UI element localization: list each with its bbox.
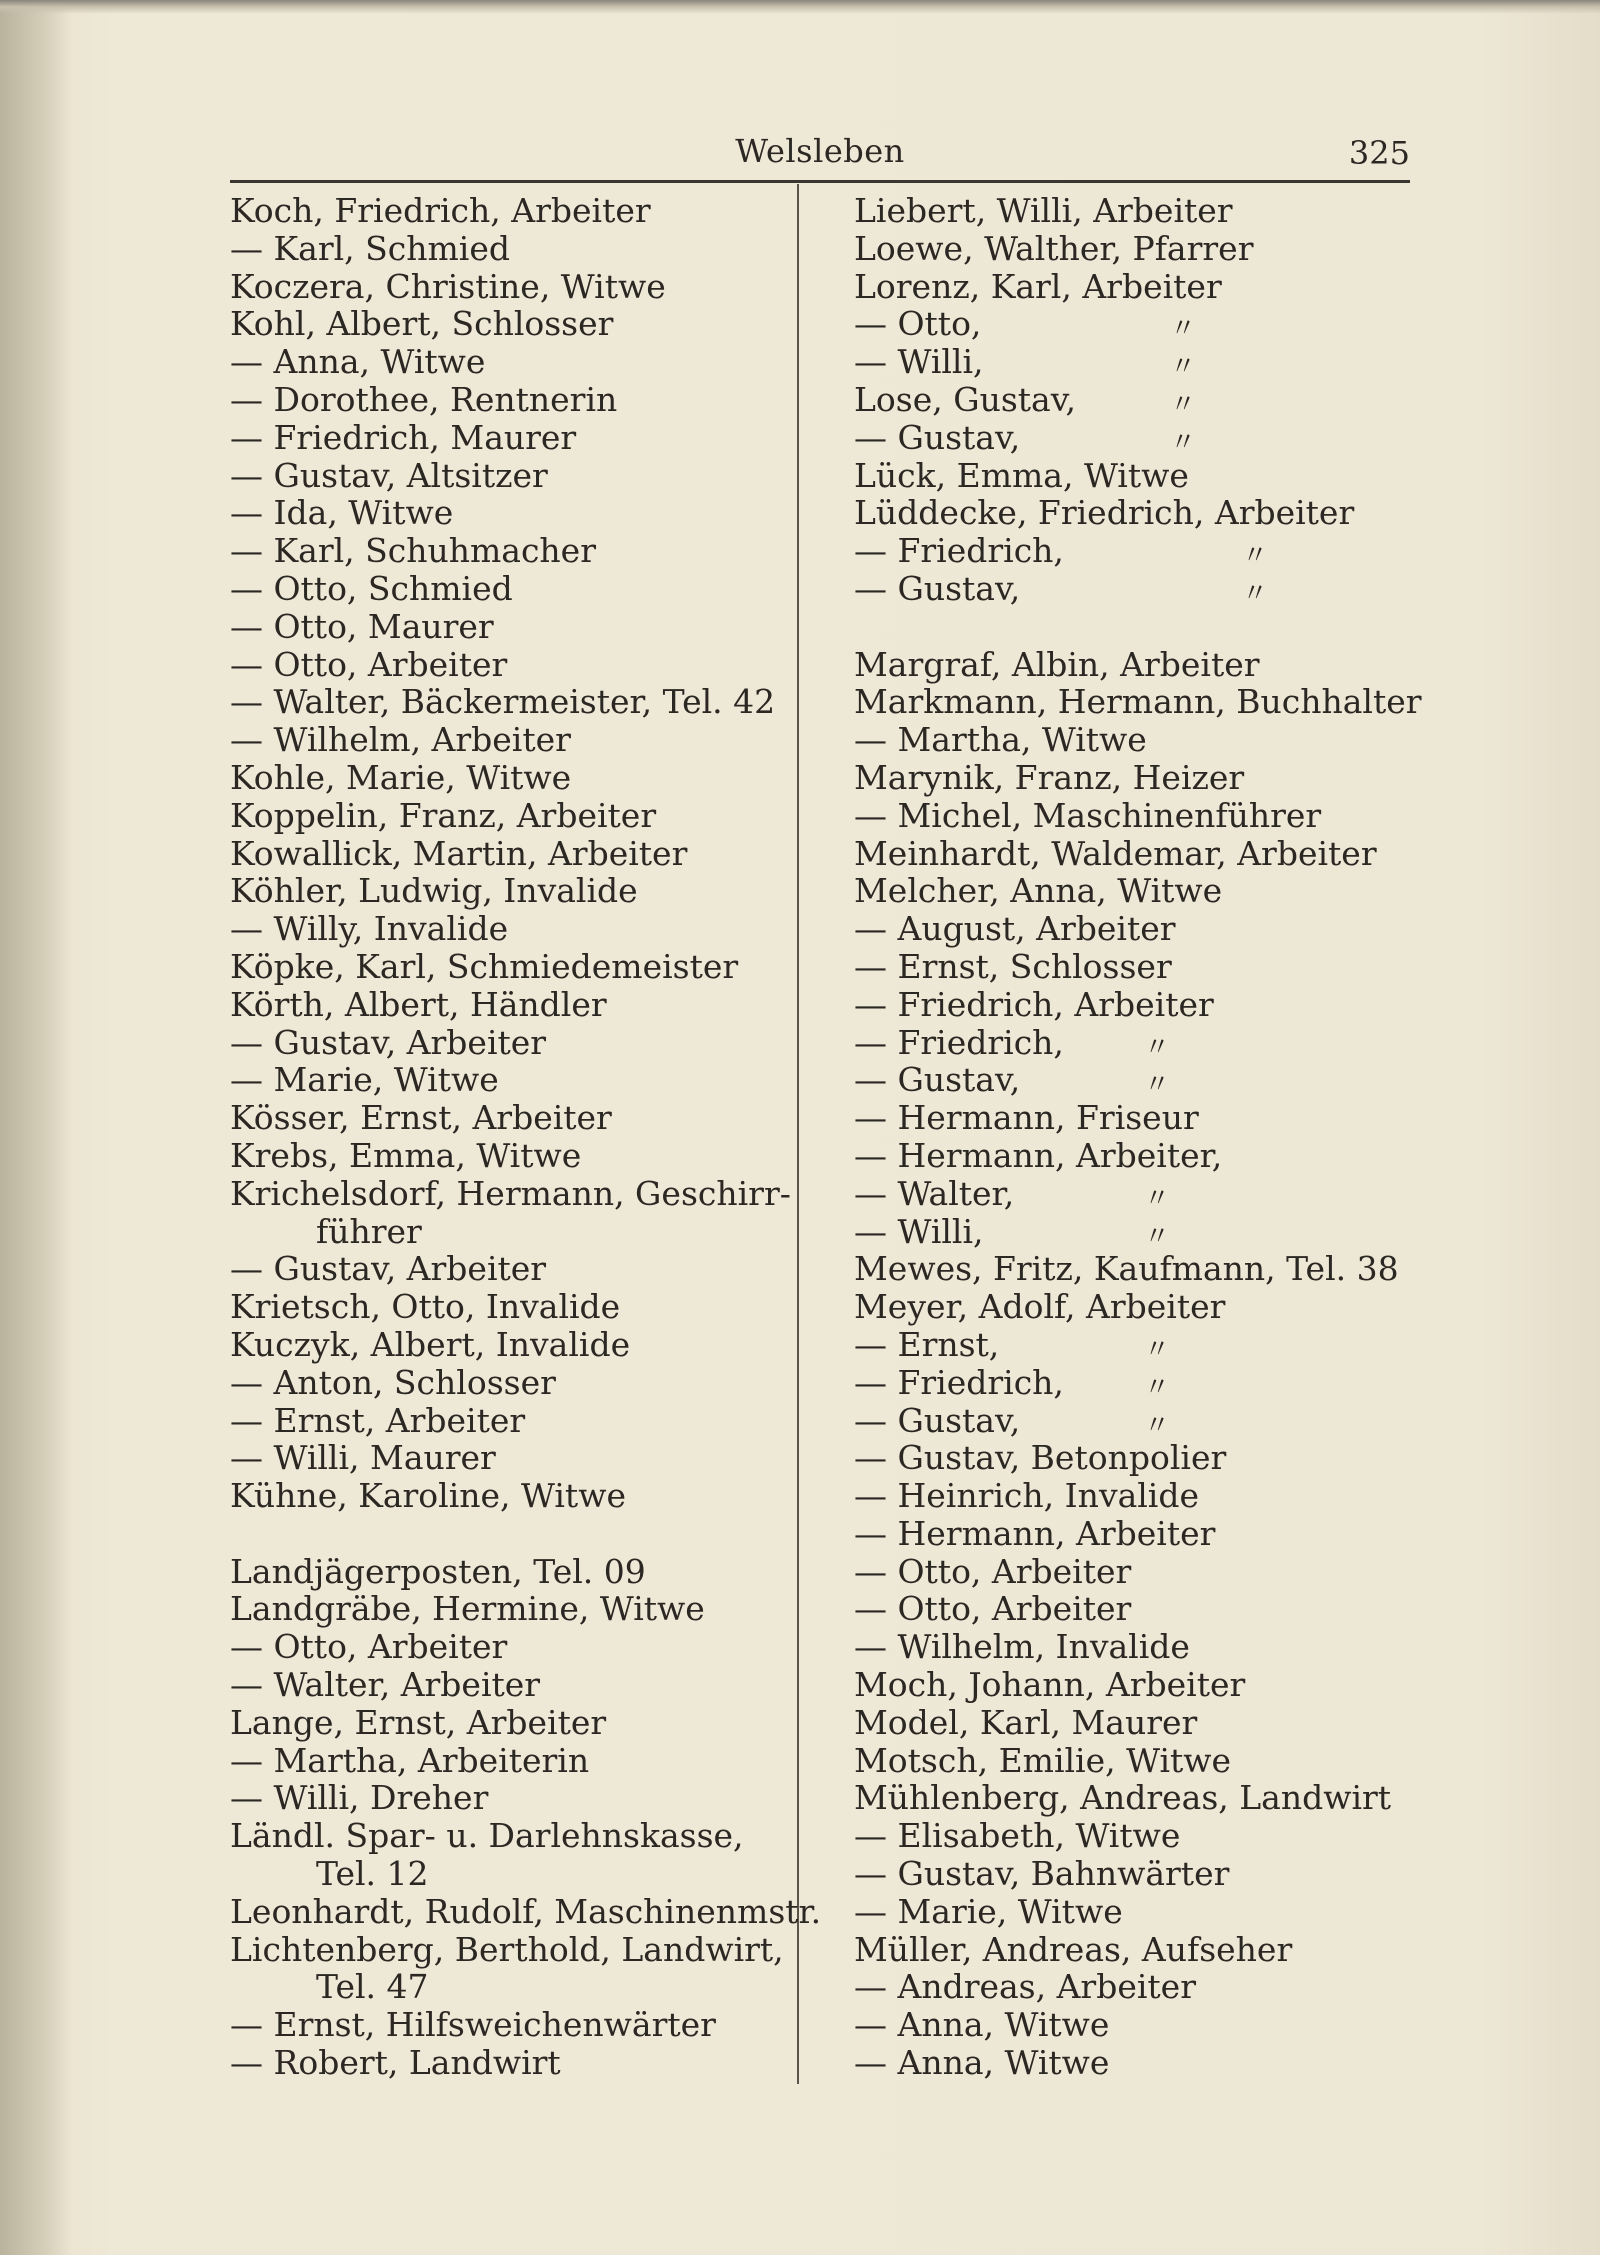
entry-text: — August, Arbeiter xyxy=(854,909,1176,949)
entry-text: — Anna, Witwe xyxy=(854,2005,1110,2045)
directory-entry xyxy=(854,1590,1414,1628)
directory-entry xyxy=(854,646,1414,684)
entry-text: — Ida, Witwe xyxy=(230,493,454,533)
directory-entry xyxy=(854,1817,1414,1855)
ditto-mark: 〃 xyxy=(1144,1221,1171,1252)
entry-text: — Marie, Witwe xyxy=(230,1060,499,1100)
directory-entry xyxy=(230,1891,822,1931)
directory-entry xyxy=(230,2044,790,2082)
directory-entry xyxy=(230,721,790,759)
directory-entry xyxy=(230,1099,790,1137)
directory-entry xyxy=(854,835,1414,873)
ditto-mark: 〃 xyxy=(1144,1183,1171,1214)
page-title: Welsleben xyxy=(735,132,905,170)
entry-text: — Friedrich, Arbeiter xyxy=(854,984,1214,1024)
directory-entry xyxy=(230,1326,790,1364)
entry-text: — Willi, Dreher xyxy=(230,1778,489,1818)
entry-text: Krietsch, Otto, Invalide xyxy=(230,1287,621,1327)
entry-text: — Andreas, Arbeiter xyxy=(854,1967,1196,2007)
entry-text: — Otto, xyxy=(854,304,982,344)
ditto-mark: 〃 xyxy=(1242,578,1269,609)
entry-text: Loewe, Walther, Pfarrer xyxy=(854,228,1254,268)
entry-text: — Anton, Schlosser xyxy=(230,1362,556,1402)
directory-entry xyxy=(854,343,1414,381)
directory-entry xyxy=(230,1213,790,1251)
directory-entry xyxy=(854,721,1414,759)
entry-text: Köhler, Ludwig, Invalide xyxy=(230,871,638,911)
directory-entry xyxy=(854,1893,1414,1931)
entry-text: — Martha, Arbeiterin xyxy=(230,1740,590,1780)
directory-entry xyxy=(230,1477,790,1515)
directory-entry xyxy=(230,230,790,268)
entry-text: — Karl, Schuhmacher xyxy=(230,531,596,571)
entry-text: Lose, Gustav, xyxy=(854,379,1076,419)
entry-text: Lichtenberg, Berthold, Landwirt, xyxy=(230,1929,784,1969)
book-spine-shadow xyxy=(0,0,72,2255)
entry-text: — Friedrich, xyxy=(854,1362,1064,1402)
page-header xyxy=(230,128,1410,183)
entry-text: — Gustav, Altsitzer xyxy=(230,455,548,495)
entry-text: — Otto, Arbeiter xyxy=(230,1627,508,1667)
entry-text: Margraf, Albin, Arbeiter xyxy=(854,644,1260,684)
directory-entry xyxy=(854,1213,1414,1251)
directory-entry xyxy=(230,1628,790,1666)
directory-entry xyxy=(854,1666,1414,1704)
entry-text: Koch, Friedrich, Arbeiter xyxy=(230,191,651,230)
directory-entry xyxy=(230,1742,790,1780)
directory-entry xyxy=(854,872,1414,910)
directory-entry xyxy=(854,910,1414,948)
entry-text: Landjägerposten, Tel. 09 xyxy=(230,1551,646,1591)
directory-entry xyxy=(854,2044,1414,2082)
section-gap xyxy=(854,608,1414,646)
directory-entry xyxy=(230,1024,790,1062)
entry-text: Kowallick, Martin, Arbeiter xyxy=(230,833,688,873)
directory-entry xyxy=(854,1402,1414,1440)
ditto-mark: 〃 xyxy=(1144,1372,1171,1403)
ditto-mark: 〃 xyxy=(1144,1032,1171,1063)
ditto-mark: 〃 xyxy=(1242,541,1269,572)
section-gap xyxy=(230,1515,790,1553)
entry-text: — Robert, Landwirt xyxy=(230,2043,561,2083)
directory-entry xyxy=(230,910,790,948)
directory-entry xyxy=(854,1099,1414,1137)
entry-text: — Walter, Bäckermeister, Tel. 42 xyxy=(230,682,776,722)
ditto-mark: 〃 xyxy=(1144,1410,1171,1441)
directory-entry xyxy=(854,1250,1414,1288)
entry-text: Tel. 47 xyxy=(316,1967,429,2007)
directory-entry xyxy=(854,1553,1414,1591)
directory-entry xyxy=(230,986,790,1024)
directory-entry xyxy=(854,759,1414,797)
entry-text: Lange, Ernst, Arbeiter xyxy=(230,1702,607,1742)
ditto-mark: 〃 xyxy=(1144,1070,1171,1101)
ditto-mark: 〃 xyxy=(1170,314,1197,345)
directory-entry xyxy=(230,1666,790,1704)
directory-entry xyxy=(230,1817,790,1855)
entry-text: Model, Karl, Maurer xyxy=(854,1702,1198,1742)
directory-entry xyxy=(854,532,1414,570)
entry-text: — Gustav, Arbeiter xyxy=(230,1249,547,1289)
directory-entry xyxy=(230,1250,790,1288)
directory-entry xyxy=(230,570,790,608)
directory-entry xyxy=(230,1061,790,1099)
entry-text: — Friedrich, xyxy=(854,1022,1064,1062)
entry-text: — Ernst, Schlosser xyxy=(854,946,1172,986)
directory-entry xyxy=(854,1742,1414,1780)
entry-text: Kohle, Marie, Witwe xyxy=(230,757,572,797)
directory-entry xyxy=(230,948,790,986)
entry-text: — Wilhelm, Invalide xyxy=(854,1627,1190,1667)
directory-entry xyxy=(230,494,790,532)
entry-text: — Gustav, Bahnwärter xyxy=(854,1854,1230,1894)
ditto-mark: 〃 xyxy=(1170,427,1197,458)
entry-text: führer xyxy=(316,1211,422,1251)
directory-entry xyxy=(854,1326,1414,1364)
entry-text: Kohl, Albert, Schlosser xyxy=(230,304,614,344)
entry-text: — Gustav, xyxy=(854,1060,1021,1100)
entry-text: Tel. 12 xyxy=(316,1854,429,1894)
entry-text: — Otto, Arbeiter xyxy=(854,1589,1132,1629)
entry-text: Mühlenberg, Andreas, Landwirt xyxy=(854,1778,1392,1818)
directory-entry xyxy=(230,646,790,684)
left-column xyxy=(230,191,822,2083)
directory-entry xyxy=(854,457,1414,495)
entry-text: Koczera, Christine, Witwe xyxy=(230,266,666,306)
entry-text: — Hermann, Friseur xyxy=(854,1098,1199,1138)
entry-text: Moch, Johann, Arbeiter xyxy=(854,1665,1246,1705)
entry-text: Müller, Andreas, Aufseher xyxy=(854,1929,1293,1969)
entry-text: — Willy, Invalide xyxy=(230,909,509,949)
directory-entry xyxy=(230,457,790,495)
entry-text: — Otto, Arbeiter xyxy=(854,1551,1132,1591)
entry-text: — Gustav, xyxy=(854,417,1021,457)
directory-entry xyxy=(230,1439,790,1477)
directory-entry xyxy=(854,1364,1414,1402)
column-divider xyxy=(797,184,799,2084)
directory-entry xyxy=(230,1402,790,1440)
entry-text: — Friedrich, xyxy=(854,531,1064,571)
directory-entry xyxy=(854,1628,1414,1666)
entry-text: Mewes, Fritz, Kaufmann, Tel. 38 xyxy=(854,1249,1399,1289)
entry-text: Markmann, Hermann, Buchhalter xyxy=(854,682,1422,722)
entry-text: — Heinrich, Invalide xyxy=(854,1476,1200,1516)
directory-entry xyxy=(230,1553,790,1591)
directory-entry xyxy=(230,343,790,381)
entry-text: Lorenz, Karl, Arbeiter xyxy=(854,266,1222,306)
directory-entry xyxy=(230,1288,790,1326)
directory-entry xyxy=(230,1137,790,1175)
directory-entry xyxy=(230,1175,790,1213)
ditto-mark: 〃 xyxy=(1170,352,1197,383)
directory-entry xyxy=(230,192,790,230)
directory-entry xyxy=(854,797,1414,835)
directory-entry xyxy=(230,1931,790,1969)
directory-entry xyxy=(230,268,790,306)
directory-entry xyxy=(230,305,790,343)
directory-entry xyxy=(854,1477,1414,1515)
entry-text: Kösser, Ernst, Arbeiter xyxy=(230,1098,612,1138)
entry-text: — Ernst, Arbeiter xyxy=(230,1400,526,1440)
directory-entry xyxy=(230,1704,790,1742)
directory-entry xyxy=(854,419,1414,457)
directory-entry xyxy=(854,1175,1414,1213)
directory-entry xyxy=(854,1855,1414,1893)
entry-text: — Otto, Schmied xyxy=(230,568,513,608)
directory-entry xyxy=(230,759,790,797)
directory-entry xyxy=(230,797,790,835)
directory-entry xyxy=(854,948,1414,986)
directory-entry xyxy=(854,381,1414,419)
entry-text: — Wilhelm, Arbeiter xyxy=(230,720,571,760)
directory-entry xyxy=(854,192,1414,230)
directory-entry xyxy=(854,305,1414,343)
directory-entry xyxy=(854,1515,1414,1553)
entry-text: — Dorothee, Rentnerin xyxy=(230,379,618,419)
entry-text: Landgräbe, Hermine, Witwe xyxy=(230,1589,705,1629)
entry-text: — Gustav, Arbeiter xyxy=(230,1022,547,1062)
entry-text: Melcher, Anna, Witwe xyxy=(854,871,1223,911)
page-top-edge xyxy=(0,0,1600,14)
entry-text: — Friedrich, Maurer xyxy=(230,417,577,457)
entry-text: — Otto, Maurer xyxy=(230,606,494,646)
directory-entry xyxy=(230,1364,790,1402)
entry-text: — Elisabeth, Witwe xyxy=(854,1816,1181,1856)
directory-entry xyxy=(230,1779,790,1817)
entry-text: — Gustav, xyxy=(854,568,1021,608)
directory-entry xyxy=(230,608,790,646)
directory-entry xyxy=(854,1288,1414,1326)
entry-text: — Marie, Witwe xyxy=(854,1891,1123,1931)
page-number: 325 xyxy=(1348,134,1410,172)
directory-entry xyxy=(854,682,1422,722)
directory-entry xyxy=(854,1968,1414,2006)
directory-entry xyxy=(854,1779,1414,1817)
entry-text: Kuczyk, Albert, Invalide xyxy=(230,1324,631,1364)
entry-text: Motsch, Emilie, Witwe xyxy=(854,1740,1232,1780)
directory-entry xyxy=(854,230,1414,268)
entry-text: Marynik, Franz, Heizer xyxy=(854,757,1245,797)
entry-text: — Hermann, Arbeiter xyxy=(854,1513,1216,1553)
directory-entry xyxy=(230,1855,790,1893)
directory-entry xyxy=(230,419,790,457)
entry-text: Krichelsdorf, Hermann, Geschirr- xyxy=(230,1173,791,1213)
entry-text: Liebert, Willi, Arbeiter xyxy=(854,191,1233,230)
entry-text: Lück, Emma, Witwe xyxy=(854,455,1189,495)
entry-text: — Willi, xyxy=(854,342,984,382)
entry-text: — Ernst, Hilfsweichenwärter xyxy=(230,2005,716,2045)
directory-entry xyxy=(854,570,1414,608)
entry-text: Leonhardt, Rudolf, Maschinenmstr. xyxy=(230,1891,822,1931)
entry-text: Köpke, Karl, Schmiedemeister xyxy=(230,946,739,986)
entry-text: Krebs, Emma, Witwe xyxy=(230,1135,582,1175)
entry-text: — Karl, Schmied xyxy=(230,228,510,268)
entry-text: — Ernst, xyxy=(854,1324,1000,1364)
directory-entry xyxy=(854,1024,1414,1062)
directory-entry xyxy=(854,1061,1414,1099)
directory-entry xyxy=(230,1968,790,2006)
entry-text: Ländl. Spar- u. Darlehnskasse, xyxy=(230,1816,744,1856)
directory-entry xyxy=(854,1439,1414,1477)
entry-text: Koppelin, Franz, Arbeiter xyxy=(230,795,657,835)
directory-entry xyxy=(854,1931,1414,1969)
right-column xyxy=(854,191,1422,2083)
directory-entry xyxy=(230,683,790,721)
directory-entry xyxy=(230,1590,790,1628)
entry-text: Meyer, Adolf, Arbeiter xyxy=(854,1287,1226,1327)
entry-text: Meinhardt, Waldemar, Arbeiter xyxy=(854,833,1377,873)
entry-text: — Anna, Witwe xyxy=(230,342,486,382)
entry-text: — Walter, Arbeiter xyxy=(230,1665,541,1705)
directory-entry xyxy=(230,872,790,910)
entry-text: — Martha, Witwe xyxy=(854,720,1147,760)
directory-entry xyxy=(230,532,790,570)
ditto-mark: 〃 xyxy=(1144,1334,1171,1365)
entry-text: — Anna, Witwe xyxy=(854,2043,1110,2083)
entry-text: — Michel, Maschinenführer xyxy=(854,795,1322,835)
ditto-mark: 〃 xyxy=(1170,389,1197,420)
entry-text: — Otto, Arbeiter xyxy=(230,644,508,684)
directory-entry xyxy=(854,2006,1414,2044)
entry-text: — Walter, xyxy=(854,1173,1015,1213)
directory-entry xyxy=(230,835,790,873)
directory-entry xyxy=(854,986,1414,1024)
entry-text: — Willi, Maurer xyxy=(230,1438,496,1478)
directory-entry xyxy=(854,1137,1414,1175)
entry-text: Lüddecke, Friedrich, Arbeiter xyxy=(854,493,1355,533)
directory-entry xyxy=(230,2006,790,2044)
entry-text: Körth, Albert, Händler xyxy=(230,984,607,1024)
directory-entry xyxy=(230,381,790,419)
entry-text: — Gustav, xyxy=(854,1400,1021,1440)
directory-entry xyxy=(854,268,1414,306)
entry-text: — Gustav, Betonpolier xyxy=(854,1438,1227,1478)
directory-entry xyxy=(854,1704,1414,1742)
directory-entry xyxy=(854,494,1414,532)
entry-text: — Hermann, Arbeiter, xyxy=(854,1135,1223,1175)
entry-text: — Willi, xyxy=(854,1211,984,1251)
entry-text: Kühne, Karoline, Witwe xyxy=(230,1476,626,1516)
